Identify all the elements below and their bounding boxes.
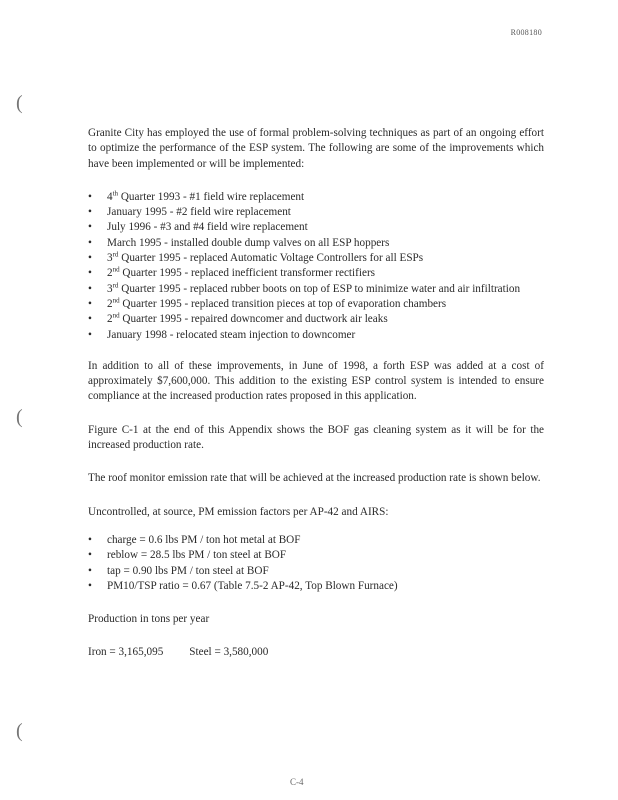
document-id: R008180: [510, 28, 542, 37]
improvement-item: • March 1995 - installed double dump valves on all ESP hoppers: [88, 236, 544, 251]
improvement-item: • 2nd Quarter 1995 - replaced transition pieces at top of evaporation chambers: [88, 297, 544, 312]
emission-factor-item: • charge = 0.6 lbs PM / ton hot metal at BOF: [88, 533, 544, 548]
improvement-item: • January 1995 - #2 field wire replacement: [88, 205, 544, 220]
addition-paragraph: In addition to all of these improvements, in June of 1998, a forth ESP was added at a cost of approximately $7,600,000. This addition to the existing ESP control system is intended to ensure compliance at the increased production rates proposed in this application.: [88, 359, 544, 403]
margin-mark: (: [16, 406, 23, 428]
steel-production: Steel = 3,580,000: [189, 646, 269, 659]
improvements-list: [88, 190, 544, 343]
roof-monitor-paragraph: The roof monitor emission rate that will be achieved at the increased production rate is shown below.: [88, 472, 541, 485]
improvement-item: • January 1998 - relocated steam injection to downcomer: [88, 328, 544, 343]
production-heading: Production in tons per year: [88, 613, 210, 626]
margin-mark: (: [16, 92, 23, 114]
improvement-item: • 3rd Quarter 1995 - replaced Automatic Voltage Controllers for all ESPs: [88, 251, 544, 266]
intro-paragraph: Granite City has employed the use of formal problem-solving techniques as part of an ongoing effort to optimize the performance of the ESP system. The following are some of the improvements which have been implemented or will be implemented:: [88, 127, 544, 170]
improvement-item: • 3rd Quarter 1995 - replaced rubber boots on top of ESP to minimize water and air infiltration: [88, 282, 544, 297]
improvement-item: • 2nd Quarter 1995 - repaired downcomer and ductwork air leaks: [88, 312, 544, 327]
iron-production: Iron = 3,165,095: [88, 646, 164, 659]
margin-mark: (: [16, 720, 23, 742]
document-body: [88, 126, 544, 661]
emission-factor-item: • PM10/TSP ratio = 0.67 (Table 7.5-2 AP-42, Top Blown Furnace): [88, 579, 544, 594]
improvement-item: • 4th Quarter 1993 - #1 field wire replacement: [88, 190, 544, 205]
emission-factors-list: [88, 533, 544, 594]
figure-reference-paragraph: Figure C-1 at the end of this Appendix shows the BOF gas cleaning system as it will be for the increased production rate.: [88, 423, 544, 452]
improvement-item: • 2nd Quarter 1995 - replaced inefficient transformer rectifiers: [88, 266, 544, 281]
improvement-item: • July 1996 - #3 and #4 field wire replacement: [88, 220, 544, 235]
emission-factors-heading: Uncontrolled, at source, PM emission factors per AP-42 and AIRS:: [88, 505, 389, 518]
emission-factor-item: • tap = 0.90 lbs PM / ton steel at BOF: [88, 564, 544, 579]
emission-factor-item: • reblow = 28.5 lbs PM / ton steel at BOF: [88, 548, 544, 563]
page-number: C-4: [290, 777, 304, 787]
production-values: [88, 645, 544, 660]
